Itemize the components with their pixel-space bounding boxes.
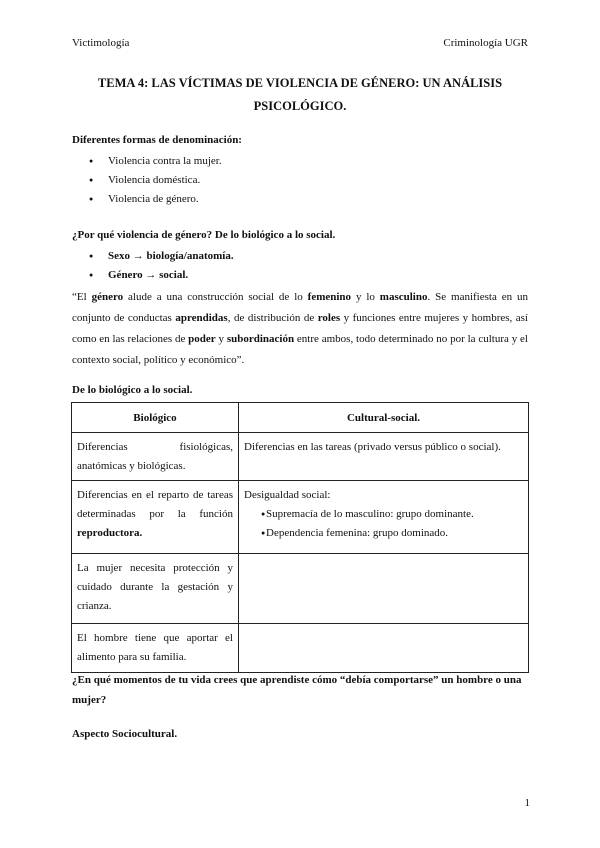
table-cell: Diferencias en las tareas (privado versus público o social). [239, 433, 529, 481]
table-row [72, 481, 529, 554]
table-row [72, 554, 529, 624]
column-header-biologico: Biológico [72, 403, 239, 433]
table-cell: La mujer necesita protección y cuidado durante la gestación y crianza. [72, 554, 239, 624]
table-row [72, 433, 529, 481]
column-header-cultural-social: Cultural-social. [239, 403, 529, 433]
page-number: 1 [524, 797, 530, 809]
table-cell: Desigualdad social: ● Supremacía de lo masculino: grupo dominante. ● Dependencia femenina: grupo dominado. [239, 481, 529, 554]
table-cell: Diferencias en el reparto de tareas determinadas por la función reproductora. [72, 481, 239, 554]
denominacion-list [72, 152, 222, 209]
document-title: TEMA 4: LAS VÍCTIMAS DE VIOLENCIA DE GÉNERO: UN ANÁLISIS PSICOLÓGICO. [97, 76, 503, 113]
table-cell [239, 624, 529, 673]
table-cell: Diferencias fisiológicas, anatómicas y biológicas. [72, 433, 239, 481]
section-heading-por-que: ¿Por qué violencia de género? De lo biológico a lo social. [72, 229, 336, 241]
table-cell: El hombre tiene que aportar el alimento para su familia. [72, 624, 239, 673]
list-item: ● Violencia contra la mujer. [72, 152, 222, 171]
desigualdad-list [244, 505, 523, 543]
list-item: ● Sexo → biología/anatomía. [72, 247, 234, 266]
list-item: ● Supremacía de lo masculino: grupo dominante. [244, 505, 523, 524]
table-header-row [72, 403, 529, 433]
list-item: ● Género → social. [72, 266, 234, 285]
header-left: Victimología [72, 37, 130, 49]
table-row [72, 624, 529, 673]
comparison-table [71, 402, 529, 673]
reflection-question: ¿En qué momentos de tu vida crees que aprendiste cómo “debía comportarse” un hombre o una mujer? [72, 674, 522, 706]
list-item: ● Violencia de género. [72, 190, 222, 209]
section-heading-biologico-social: De lo biológico a lo social. [72, 384, 193, 396]
header-right: Criminología UGR [443, 37, 528, 49]
section-heading-sociocultural: Aspecto Sociocultural. [72, 728, 178, 740]
list-item: ● Dependencia femenina: grupo dominado. [244, 524, 523, 543]
gender-definition-quote: “El género alude a una construcción social de lo femenino y lo masculino. Se manifiesta en un conjunto de conductas aprendidas, de distribución de roles y funciones entre mujeres y hombres, así como en las relaciones de poder y subordinación entre ambos, todo determinado no por la cultura y el contexto social, político y económico”. [72, 291, 528, 366]
section-heading-denominacion: Diferentes formas de denominación: [72, 134, 242, 146]
list-item: ● Violencia doméstica. [72, 171, 222, 190]
sexo-genero-list [72, 247, 234, 285]
table-cell [239, 554, 529, 624]
